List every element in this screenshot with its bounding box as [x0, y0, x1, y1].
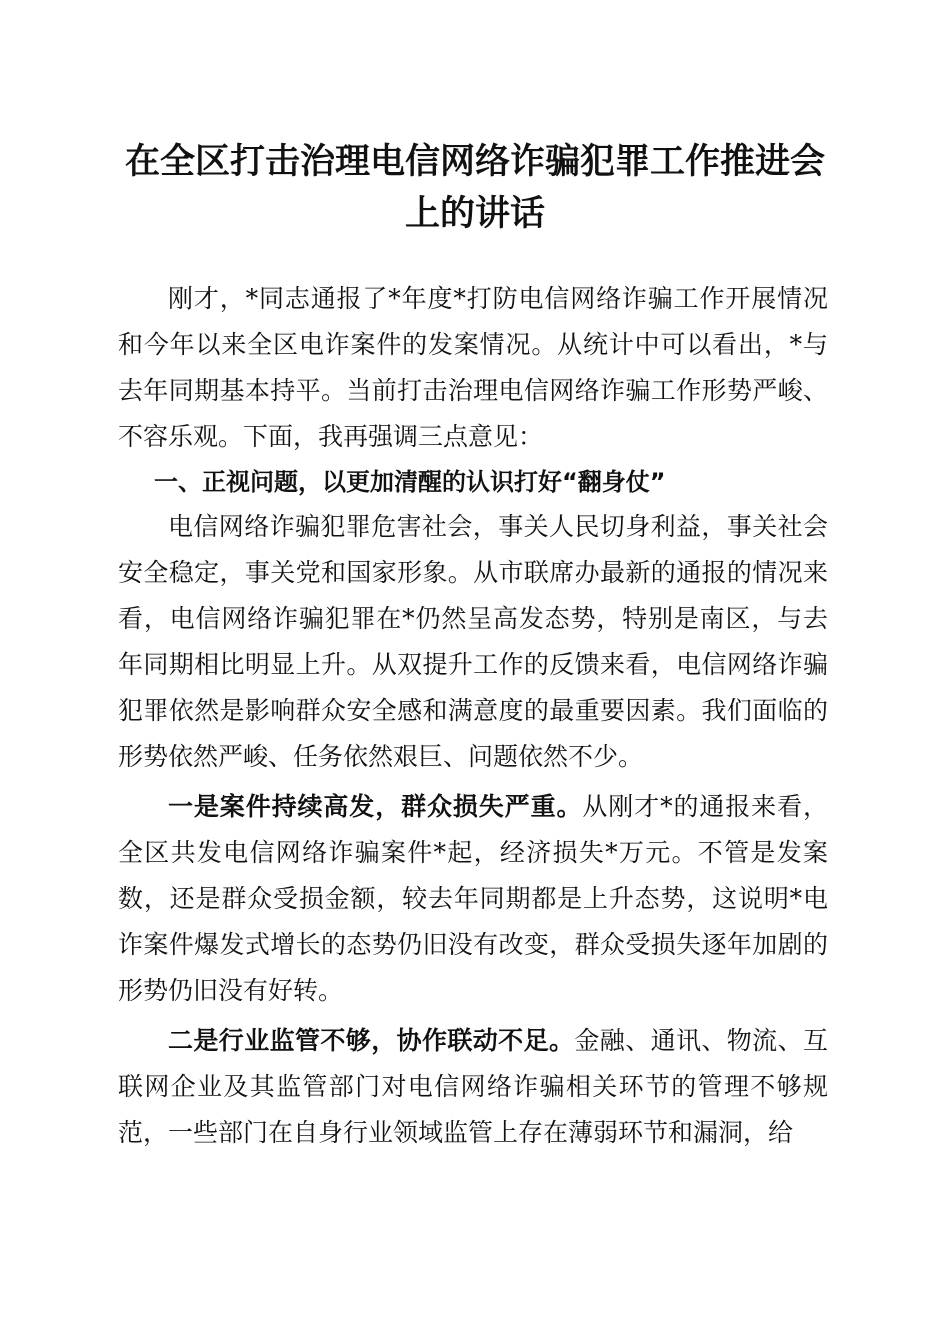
document-body [118, 276, 828, 1156]
point-1-body: 从刚才*的通报来看，全区共发电信网络诈骗案件*起，经济损失*万元。不管是发案数，还是群众受损金额，较去年同期都是上升态势，这说明*电诈案件爆发式增长的态势仍旧没有改变，群众受损失逐年加剧的形势仍旧没有好转。 [118, 792, 828, 1005]
title-line-1: 在全区打击治理电信网络诈骗犯罪工作推进会 [124, 141, 825, 182]
point-1-paragraph [118, 784, 828, 1014]
point-2-body: 金融、通讯、物流、互联网企业及其监管部门对电信网络诈骗相关环节的管理不够规范，一些部门在自身行业领域监管上存在薄弱环节和漏洞，给 [118, 1026, 828, 1147]
intro-paragraph: 刚才，*同志通报了*年度*打防电信网络诈骗工作开展情况和今年以来全区电诈案件的发案情况。从统计中可以看出，*与去年同期基本持平。当前打击治理电信网络诈骗工作形势严峻、不容乐观。下面，我再强调三点意见： [118, 284, 828, 451]
point-2-paragraph [118, 1018, 828, 1156]
point-2-lead: 二是行业监管不够，协作联动不足。 [168, 1026, 575, 1055]
point-1-lead: 一是案件持续高发，群众损失严重。 [168, 792, 583, 821]
section-1-heading: 一、正视问题，以更加清醒的认识打好“翻身仗” [154, 468, 666, 496]
section-1-paragraph: 电信网络诈骗犯罪危害社会，事关人民切身利益，事关社会安全稳定，事关党和国家形象。从市联席办最新的通报的情况来看，电信网络诈骗犯罪在*仍然呈高发态势，特别是南区，与去年同期相比明显上升。从双提升工作的反馈来看，电信网络诈骗犯罪依然是影响群众安全感和满意度的最重要因素。我们面临的形势依然严峻、任务依然艰巨、问题依然不少。 [118, 512, 828, 771]
document-title [100, 136, 850, 240]
title-line-2: 上的讲话 [404, 193, 545, 234]
